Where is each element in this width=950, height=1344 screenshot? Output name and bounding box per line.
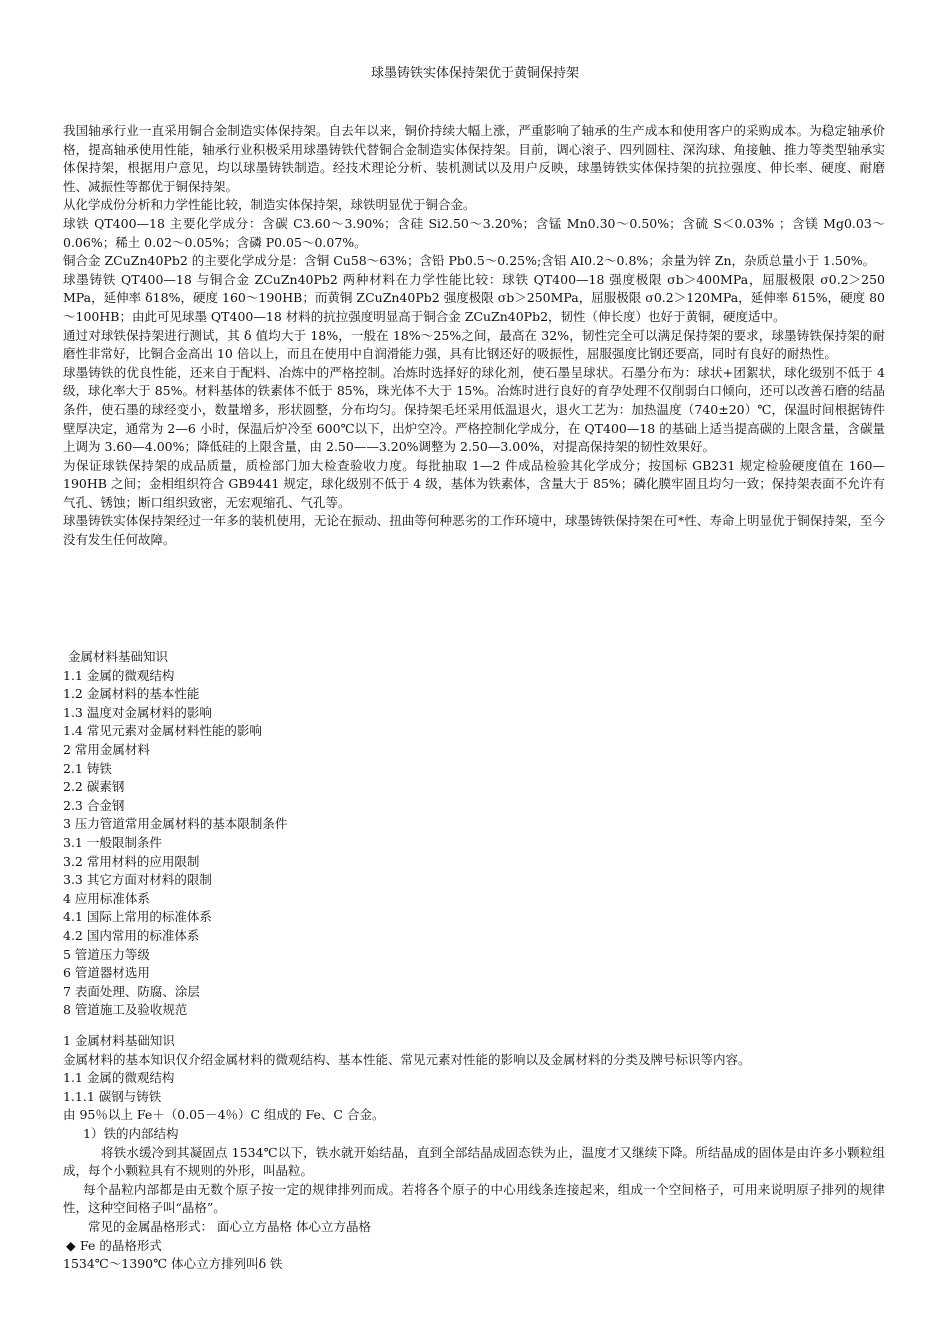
body-paragraph: 每个晶粒内部都是由无数个原子按一定的规律排列而成。若将各个原子的中心用线条连接起来，组成一个空间格子，可用来说明原子排列的规律性，这种空间格子叫“晶格”。 — [63, 1181, 885, 1216]
toc-item: 7 表面处理、防腐、涂层 — [63, 983, 200, 999]
subsection-heading: 1.1 金属的微观结构 — [63, 1070, 175, 1086]
bullet-item — [63, 1237, 885, 1256]
document-title: 球墨铸铁实体保持架优于黄铜保持架 — [370, 66, 579, 81]
toc-item: 1.1 金属的微观结构 — [63, 667, 175, 683]
subsection-heading: 1.1.1 碳钢与铸铁 — [63, 1088, 162, 1104]
toc-item: 2.3 合金钢 — [63, 797, 125, 813]
toc-item: 4 应用标准体系 — [63, 890, 150, 906]
point-heading: 1）铁的内部结构 — [83, 1125, 179, 1141]
toc-item: 8 管道施工及验收规范 — [63, 1002, 188, 1018]
body-paragraph: 将铁水缓冷到其凝固点 1534℃以下，铁水就开始结晶，直到全部结晶成固态铁为止，温度才又继续下降。所结晶成的固体是由许多小颗粒组成，每个小颗粒具有不规则的外形，叫晶粒。 — [63, 1144, 885, 1179]
article-paragraph: 为保证球铁保持架的成品质量，质检部门加大检查验收力度。每批抽取 1—2 件成品检验其化学成分；按国标 GB231 规定检验硬度值在 160—190HB 之间；金相组织符合 GB9441 规定，球化级别不低于 4 级，基体为铁素体，含量大于 85%；磷化膜牢固且均匀一致；保持架表面不允许有气孔、锈蚀；断口组织致密，无宏观缩孔、气孔等。 — [63, 457, 885, 510]
section-intro: 金属材料的基本知识仅介绍金属材料的微观结构、基本性能、常见元素对性能的影响以及金属材料的分类及牌号标识等内容。 — [63, 1051, 751, 1067]
toc-item: 1.4 常见元素对金属材料性能的影响 — [63, 723, 262, 739]
bullet-text: Fe 的晶格形式 — [80, 1237, 162, 1253]
toc-item: 5 管道压力等级 — [63, 946, 150, 962]
body-line: 由 95％以上 Fe＋（0.05－4％）C 组成的 Fe、C 合金。 — [63, 1107, 385, 1123]
table-of-contents — [63, 648, 885, 1020]
toc-item: 2.2 碳素钢 — [63, 779, 125, 795]
article-body — [63, 122, 885, 550]
toc-item: 3.3 其它方面对材料的限制 — [63, 872, 212, 888]
body-paragraph: 常见的金属晶格形式： 面心立方晶格 体心立方晶格 — [88, 1218, 371, 1234]
toc-heading: 金属材料基础知识 — [68, 649, 169, 664]
article-paragraph: 球墨铸铁实体保持架经过一年多的装机使用，无论在振动、扭曲等何种恶劣的工作环境中，球墨铸铁保持架在可*性、寿命上明显优于铜保持架，至今没有发生任何故障。 — [63, 513, 885, 548]
toc-item: 6 管道器材选用 — [63, 965, 150, 981]
toc-item: 3.2 常用材料的应用限制 — [63, 853, 200, 869]
toc-item: 4.2 国内常用的标准体系 — [63, 927, 200, 943]
article-paragraph: 通过对球铁保持架进行测试，其 δ 值均大于 18%，一般在 18%～25%之间，最高在 32%，韧性完全可以满足保持架的要求，球墨铸铁保持架的耐磨性非常好，比铜合金高出 10 倍以上，而且在使用中自润滑能力强，具有比钢还好的吸振性，屈服强度比钢还要高，同时有良好的耐热性。 — [63, 327, 885, 362]
article-paragraph: 我国轴承行业一直采用铜合金制造实体保持架。自去年以来，铜价持续大幅上涨，严重影响了轴承的生产成本和使用客户的采购成本。为稳定轴承价格，提高轴承使用性能，轴承行业积极采用球墨铸铁代替铜合金制造实体保持架。目前，调心滚子、四列圆柱、深沟球、角接触、推力等类型轴承实体保持架，根据用户意见，均以球墨铸铁制造。经技术理论分析、装机测试以及用户反映，球墨铸铁实体保持架的抗拉强度、伸长率、硬度、耐磨性、减振性等都优于铜保持架。 — [63, 123, 885, 194]
toc-item: 3 压力管道常用金属材料的基本限制条件 — [63, 816, 288, 832]
body-line: 1534℃～1390℃ 体心立方排列叫δ 铁 — [63, 1256, 283, 1272]
diamond-bullet-icon: ◆ — [66, 1237, 76, 1253]
article-paragraph: 球墨铸铁的优良性能，还来自于配料、冶炼中的严格控制。冶炼时选择好的球化剂，使石墨呈球状。石墨分布为：球状+团絮状，球化级别不低于 4 级，球化率大于 85%。材料基体的铁素体不低于 85%，珠光体不大于 15%。冶炼时进行良好的育孕处理不仅削弱白口倾向，还可以改善石磨的结晶条件，使石墨的球经变小，数量增多，形状圆整，分布均匀。保持架毛坯采用低温退火，退火工艺为：加热温度（740±20）℃，保温时间根据铸件壁厚决定，通常为 2—6 小时，保温后炉冷至 600℃以下，出炉空冷。严格控制化学成分，在 QT400—18 的基础上适当提高碳的上限含量，含碳量上调为 3.60—4.00%；降低硅的上限含量，由 2.50——3.20%调整为 2.50—3.00%，对提高保持架的韧性效果好。 — [63, 364, 885, 455]
toc-item: 4.1 国际上常用的标准体系 — [63, 909, 212, 925]
toc-item: 1.3 温度对金属材料的影响 — [63, 704, 212, 720]
article-paragraph: 球铁 QT400—18 主要化学成分：含碳 C3.60～3.90%；含硅 Si2.50～3.20%；含锰 Mn0.30～0.50%；含硫 S＜0.03% ；含镁 Mg0.03～0.06%；稀土 0.02～0.05%；含磷 P0.05～0.07%。 — [63, 215, 885, 250]
toc-item: 2 常用金属材料 — [63, 741, 150, 757]
toc-item: 1.2 金属材料的基本性能 — [63, 686, 200, 702]
section-heading: 1 金属材料基础知识 — [63, 1033, 175, 1048]
article-paragraph: 球墨铸铁 QT400—18 与铜合金 ZCuZn40Pb2 两种材料在力学性能比较：球铁 QT400—18 强度极限 σb＞400MPa，屈服极限 σ0.2＞250 MPa，延伸率 δ18%，硬度 160～190HB；而黄铜 ZCuZn40Pb2 强度极限 σb＞250MPa，屈服极限 σ0.2＞120MPa，延伸率 δ15%，硬度 80～100HB；由此可见球墨 QT400—18 材料的抗拉强度明显高于铜合金 ZCuZn40Pb2，韧性（伸长度）也好于黄铜，硬度适中。 — [63, 271, 885, 324]
article-paragraph: 从化学成份分析和力学性能比较，制造实体保持架，球铁明显优于铜合金。 — [63, 197, 476, 213]
toc-item: 2.1 铸铁 — [63, 760, 112, 776]
section-body — [63, 1032, 885, 1274]
article-paragraph: 铜合金 ZCuZn40Pb2 的主要化学成分是：含铜 Cu58～63%；含铅 Pb0.5～0.25%;含铝 AI0.2～0.8%；余量为锌 Zn，杂质总量小于 1.50%。 — [63, 253, 876, 269]
toc-item: 3.1 一般限制条件 — [63, 834, 162, 850]
